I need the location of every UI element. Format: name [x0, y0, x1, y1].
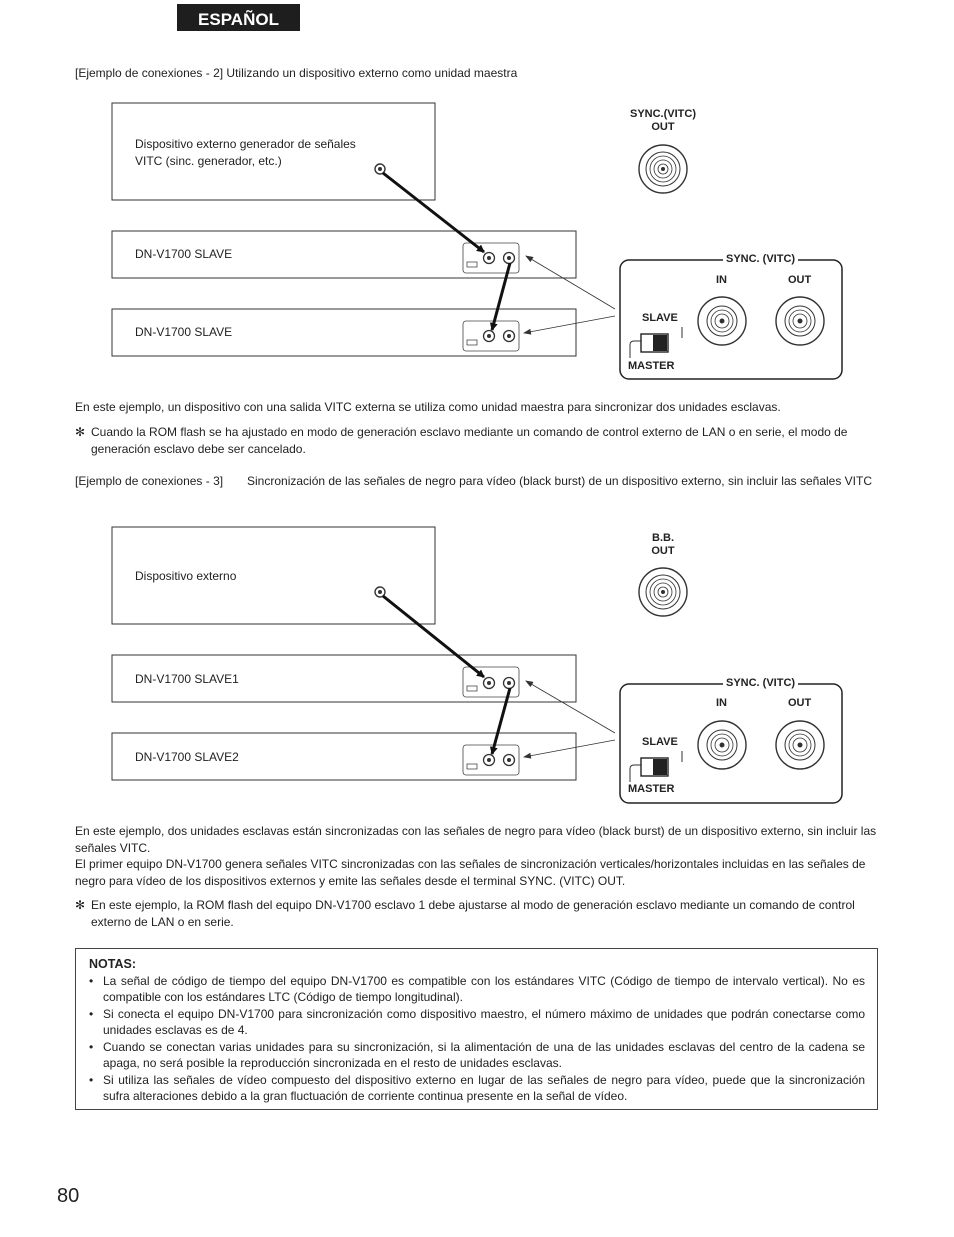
slave-b-label: DN-V1700 SLAVE: [135, 325, 233, 339]
example2-heading: [Ejemplo de conexiones - 2] Utilizando un dispositivo externo como unidad maestra: [75, 66, 518, 80]
panel3-in-bnc: [698, 721, 746, 769]
panel-title: SYNC. (VITC): [723, 253, 798, 265]
panel3-out-label: OUT: [788, 697, 812, 709]
notes-title: NOTAS:: [89, 957, 136, 971]
bb-out-bnc: [639, 568, 687, 616]
example3-paragraph-2: El primer equipo DN-V1700 genera señales VITC sincronizadas con las señales de sincronización verticales/horizontales incluidas en las señales de negro para vídeo de los dispositivos externos y emite las señales desde el terminal SYNC. (VITC) OUT.: [75, 857, 866, 888]
slave2-mini-panel: [463, 745, 519, 775]
panel3-out-bnc: [776, 721, 824, 769]
external-device-3-label: Dispositivo externo: [135, 569, 237, 583]
example2-paragraph: En este ejemplo, un dispositivo con una salida VITC externa se utiliza como unidad maestra para sincronizar dos unidades esclavas.: [75, 400, 781, 414]
list-item: • Si utiliza las señales de vídeo compuesto del dispositivo externo en lugar de las señales de negro para vídeo, puede que la sincronización sufra alteraciones debido a la gran fluctuación de corriente continua presente en la señal de vídeo.: [89, 1072, 865, 1103]
slave1-label: DN-V1700 SLAVE1: [135, 672, 239, 686]
list-item: • Cuando se conectan varias unidades para su sincronización, si la alimentación de una de las unidades esclavas del centro de la cadena se apaga, no será posible la reproducción sincronizada en el resto de unidades esclavas.: [89, 1039, 865, 1070]
external-device-label: Dispositivo externo generador de señales VITC (sinc. generador, etc.): [135, 137, 356, 168]
language-tab: ESPAÑOL: [177, 4, 300, 31]
slave-a-label: DN-V1700 SLAVE: [135, 247, 233, 261]
panel-in-bnc: [698, 297, 746, 345]
panel-slave-label: SLAVE: [642, 312, 678, 324]
sync-vitc-out-bnc: [639, 145, 687, 193]
example2-note: ✻ Cuando la ROM flash se ha ajustado en modo de generación esclavo mediante un comando de control externo de LAN o en serie, el modo de generación esclavo debe ser cancelado.: [75, 425, 848, 456]
list-item: • La señal de código de tiempo del equipo DN-V1700 es compatible con los estándares VITC (Código de tiempo de intervalo vertical). No es compatible con los estándares LTC (Código de tiempo longitudinal).: [89, 973, 865, 1004]
slave-a-mini-panel: [463, 243, 519, 273]
panel3-slave-label: SLAVE: [642, 736, 678, 748]
panel3-title: SYNC. (VITC): [723, 677, 798, 689]
connector-label: SYNC.(VITC) OUT: [630, 108, 696, 133]
panel3-master-label: MASTER: [628, 783, 675, 795]
panel-master-label: MASTER: [628, 360, 675, 372]
notes-box: [75, 948, 878, 1110]
panel-out-label: OUT: [788, 274, 812, 286]
panel-out-bnc: [776, 297, 824, 345]
slave1-mini-panel: [463, 667, 519, 697]
panel-in-label: IN: [716, 274, 727, 286]
notes-list: [89, 973, 865, 1105]
example3-heading: [Ejemplo de conexiones - 3] Sincronización de las señales de negro para vídeo (black burst) de un dispositivo externo, sin incluir las señales VITC: [75, 474, 872, 488]
panel3-in-label: IN: [716, 697, 727, 709]
slave-b-mini-panel: [463, 321, 519, 351]
page-number: 80: [57, 1185, 80, 1207]
example3-note: ✻ En este ejemplo, la ROM flash del equipo DN-V1700 esclavo 1 debe ajustarse al modo de generación esclavo mediante un comando de control externo de LAN o en serie.: [75, 898, 855, 929]
list-item: • Si conecta el equipo DN-V1700 para sincronización como dispositivo maestro, el número máximo de unidades que podrán conectarse como unidades esclavas es de 4.: [89, 1006, 865, 1037]
bb-connector-label: B.B. OUT: [651, 532, 675, 557]
slave2-label: DN-V1700 SLAVE2: [135, 750, 239, 764]
example3-paragraph-1: En este ejemplo, dos unidades esclavas están sincronizadas con las señales de negro para vídeo (black burst) de un dispositivo externo, sin incluir las señales VITC.: [75, 824, 877, 855]
